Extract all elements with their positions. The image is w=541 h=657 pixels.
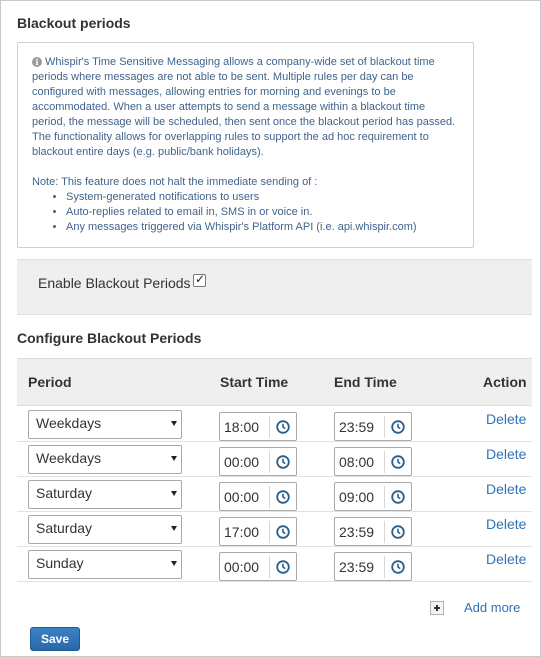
input-divider	[384, 521, 385, 543]
enable-section	[17, 259, 532, 315]
end-time-input[interactable]	[334, 517, 412, 546]
info-description-text: Whispir's Time Sensitive Messaging allows a company-wide set of blackout time periods where messages are not able to be sent. Multiple rules per day can be configured with messages, allowing entries for morning and evenings to be accommodated. When a user attempts to send a message within a blackout time period, the message will be scheduled, then sent once the blackout period has passed. The functionality allows for overlapping rules to support the ad hoc requirement to blackout entire days (e.g. public/bank holidays).	[32, 56, 456, 158]
delete-link[interactable]: Delete	[486, 481, 527, 497]
start-time-input[interactable]	[219, 447, 297, 476]
plus-icon[interactable]	[430, 601, 444, 615]
info-description	[32, 55, 459, 160]
clock-icon[interactable]	[276, 525, 290, 539]
delete-link[interactable]: Delete	[486, 411, 527, 427]
end-time-input[interactable]	[334, 552, 412, 581]
header-end-time: End Time	[334, 374, 397, 390]
start-time-input[interactable]	[219, 482, 297, 511]
clock-icon[interactable]	[391, 455, 405, 469]
delete-link[interactable]: Delete	[486, 551, 527, 567]
dropdown-arrow-icon	[171, 491, 177, 496]
input-divider	[269, 416, 270, 438]
clock-icon[interactable]	[391, 420, 405, 434]
start-time-value: 18:00	[224, 419, 260, 435]
start-time-value: 00:00	[224, 489, 260, 505]
clock-icon[interactable]	[276, 420, 290, 434]
input-divider	[269, 451, 270, 473]
info-box	[17, 42, 474, 248]
info-bullet-list	[32, 190, 459, 235]
delete-link[interactable]: Delete	[486, 446, 527, 462]
input-divider	[384, 416, 385, 438]
input-divider	[384, 486, 385, 508]
end-time-value: 23:59	[339, 419, 375, 435]
add-more-link[interactable]: Add more	[464, 600, 521, 615]
start-time-input[interactable]	[219, 552, 297, 581]
table-row	[17, 477, 532, 512]
table-row	[17, 442, 532, 477]
end-time-value: 08:00	[339, 454, 375, 470]
clock-icon[interactable]	[276, 455, 290, 469]
dropdown-arrow-icon	[171, 421, 177, 426]
period-select[interactable]	[28, 445, 182, 474]
header-action: Action	[483, 374, 527, 390]
end-time-input[interactable]	[334, 447, 412, 476]
end-time-value: 23:59	[339, 524, 375, 540]
info-bullet: • Auto-replies related to email in, SMS in or voice in.	[66, 205, 459, 220]
period-select[interactable]	[28, 550, 182, 579]
period-select-value: Saturday	[36, 520, 93, 536]
enable-blackout-label: Enable Blackout Periods	[38, 275, 191, 291]
period-select-value: Saturday	[36, 485, 93, 501]
header-period: Period	[28, 374, 72, 390]
clock-icon[interactable]	[276, 490, 290, 504]
start-time-value: 00:00	[224, 559, 260, 575]
input-divider	[384, 556, 385, 578]
period-select-value: Sunday	[36, 555, 84, 571]
start-time-value: 17:00	[224, 524, 260, 540]
dropdown-arrow-icon	[171, 456, 177, 461]
info-icon: i	[32, 57, 42, 67]
configure-section-title: Configure Blackout Periods	[17, 330, 202, 346]
table-row	[17, 407, 532, 442]
end-time-value: 09:00	[339, 489, 375, 505]
start-time-value: 00:00	[224, 454, 260, 470]
table-header	[17, 358, 532, 406]
info-bullet: • System-generated notifications to users	[66, 190, 459, 205]
start-time-input[interactable]	[219, 412, 297, 441]
dropdown-arrow-icon	[171, 526, 177, 531]
end-time-input[interactable]	[334, 412, 412, 441]
dropdown-arrow-icon	[171, 561, 177, 566]
end-time-input[interactable]	[334, 482, 412, 511]
info-note: Note: This feature does not halt the immediate sending of :	[32, 176, 318, 188]
delete-link[interactable]: Delete	[486, 516, 527, 532]
page-title: Blackout periods	[17, 15, 131, 31]
header-start-time: Start Time	[220, 374, 289, 390]
clock-icon[interactable]	[276, 560, 290, 574]
period-select[interactable]	[28, 515, 182, 544]
clock-icon[interactable]	[391, 560, 405, 574]
period-select[interactable]	[28, 410, 182, 439]
save-button[interactable]: Save	[30, 627, 80, 651]
end-time-value: 23:59	[339, 559, 375, 575]
table-row	[17, 512, 532, 547]
start-time-input[interactable]	[219, 517, 297, 546]
period-select-value: Weekdays	[36, 415, 102, 431]
enable-blackout-checkbox[interactable]	[193, 274, 206, 287]
period-select-value: Weekdays	[36, 450, 102, 466]
input-divider	[269, 556, 270, 578]
input-divider	[384, 451, 385, 473]
period-select[interactable]	[28, 480, 182, 509]
blackout-periods-table	[17, 358, 532, 581]
table-row	[17, 547, 532, 582]
input-divider	[269, 486, 270, 508]
clock-icon[interactable]	[391, 490, 405, 504]
input-divider	[269, 521, 270, 543]
checkmark-icon: ✓	[195, 272, 206, 286]
clock-icon[interactable]	[391, 525, 405, 539]
info-bullet: • Any messages triggered via Whispir's Platform API (i.e. api.whispir.com)	[66, 220, 459, 235]
